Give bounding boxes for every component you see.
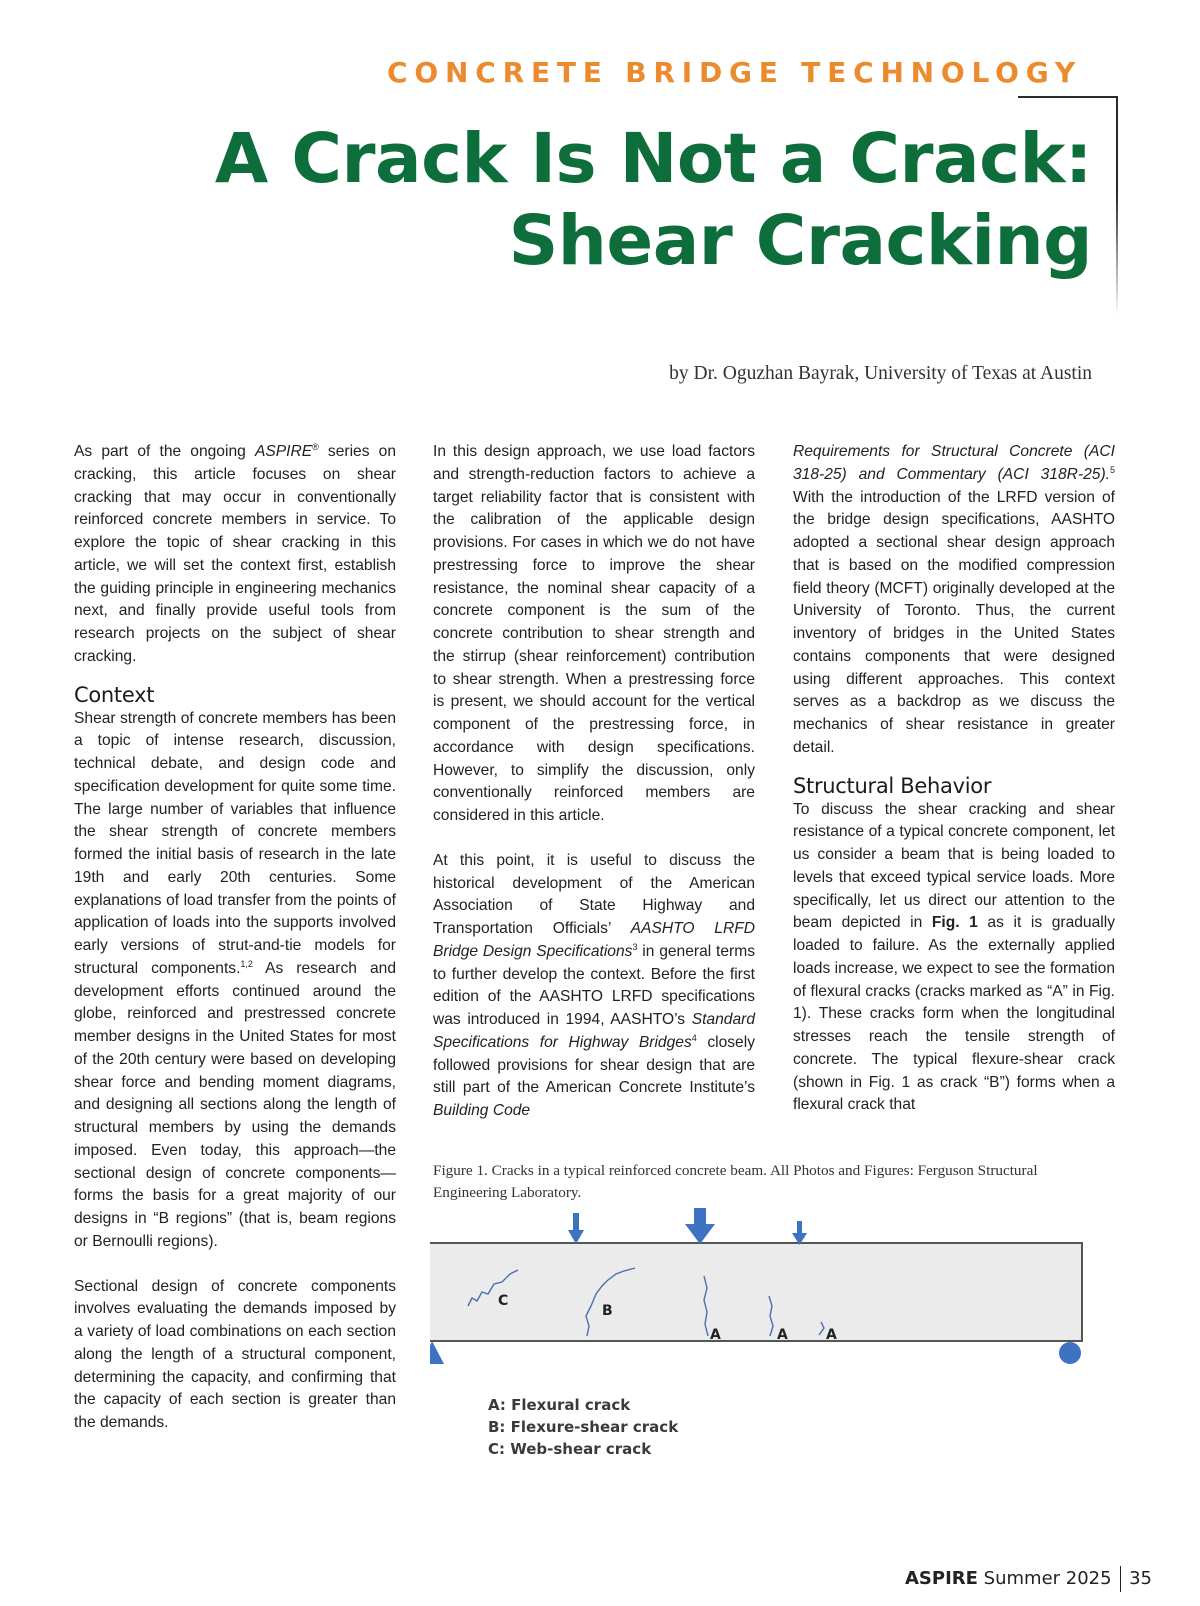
crack-legend [488,1394,678,1460]
pin-support-icon [430,1341,444,1364]
load-arrow-right [792,1221,807,1245]
intro-paragraph: As part of the ongoing ASPIRE® series on cracking, this article focuses on shear cracking that may occur in conventionally reinforced concrete members in service. To explore the topic of shear cracking in this article, we will set the context first, establish the guiding principle in engineering mechanics next, and finally provide useful tools from research projects on the subject of shear cracking. [74,441,396,665]
page-number: 35 [1129,1568,1152,1589]
heading-context: Context [74,682,155,707]
design-approach-paragraph: In this design approach, we use load factors and strength-reduction factors to achieve a target reliability factor that is consistent with the calibration of the applicable design provisions. For cases in which we do not have prestressing force to improve the shear resistance, the nominal shear capacity of a concrete component is the sum of the concrete contribution to shear strength and the stirrup (shear reinforcement) contribution to shear strength. When a prestressing force is present, we should account for the vertical component of the prestressing force, in accordance with design specifications. However, to simplify the discussion, only conventionally reinforced members are considered in this article. [433,443,755,824]
history-paragraph: At this point, it is useful to discuss the historical development of the American Association of State Highway and Transportation Officials’ AASHTO LRFD Bridge Design Specifications$^3$ in general terms to further develop the context. Before the first edition of the AASHTO LRFD specifications was introduced in 1994, AASHTO’s Standard Specifications for Highway Bridges$^4$ closely followed provisions for shear design that are still part of the American Concrete Institute’s Building Code [433,851,755,1119]
crack-label-a1: A [710,1327,721,1343]
section-kicker: CONCRETE BRIDGE TECHNOLOGY [387,56,1082,89]
legend-flexure-shear: B: Flexure-shear crack [488,1418,679,1436]
figure-caption: Figure 1. Cracks in a typical reinforced concrete beam. All Photos and Figures: Ferguson Structural Engineering Laboratory. [433,1162,1038,1201]
aashto-lrfd-italic: AASHTO LRFD Bridge Design Specifications [433,920,755,960]
corner-rule-top [1018,96,1118,98]
corner-rule-side [1116,96,1118,316]
crack-label-a2: A [777,1327,788,1343]
load-arrow-center [685,1208,715,1244]
figure-1-beam [430,1208,1130,1488]
crack-label-c: C [498,1293,509,1309]
load-arrow-left [568,1213,584,1244]
heading-structural-behavior: Structural Behavior [793,773,992,798]
column-1 [74,441,396,1435]
context-paragraph: Shear strength of concrete members has been a topic of intense research, discussion, technical debate, and design code and specification development for quite some time. The large number of variables that influence the shear strength of concrete members formed the initial basis of research in the late 19th and early 20th centuries. Some explanations of load transfer from the points of application of loads into the supports involved early versions of strut-and-tie models for structural components.$^{1,2}$ As research and development efforts continued around the globe, reinforced and prestressed concrete member designs in the United States for most of the 20th century were based on developing shear force and bending moment diagrams, and designing all sections along the length of structural members by using the demands imposed. Even today, this approach—the sectional design of concrete components—forms the basis for a great majority of our designs in “B regions” (that is, beam regions or Bernoulli regions). [74,709,396,1250]
page-footer [905,1566,1152,1592]
column-2 [433,441,755,1123]
fig1-reference: Fig. 1 [931,914,978,932]
legend-web-shear: C: Web-shear crack [488,1440,652,1458]
structural-behavior-paragraph: To discuss the shear cracking and shear resistance of a typical concrete component, let us consider a beam that is being loaded to levels that exceed typical service loads. More specifically, let us direct our attention to the beam depicted in Fig. 1 as it is gradually loaded to failure. As the externally applied loads increase, we expect to see the formation of flexural cracks (cracks marked as “A” in Fig. 1). These cracks form when the longitudinal stresses reach the tensile strength of concrete. The typical flexure-shear crack (shown in Fig. 1 as crack “B”) forms when a flexural crack that [793,800,1115,1114]
column-3 [793,441,1115,1117]
legend-flexural: A: Flexural crack [488,1396,631,1414]
sectional-design-paragraph: Sectional design of concrete components involves evaluating the demands imposed by a variety of load combinations on each section along the length of a structural component, determining the capacity, and confirming that the capacity of each section is greater than the demands. [74,1277,396,1431]
article-title [215,118,1092,282]
reference-superscript: 1,2 [240,958,253,969]
crack-label-b: B [602,1303,613,1319]
title-line-2: Shear Cracking [508,201,1092,281]
footer-brand: ASPIRE [905,1568,978,1589]
roller-support-icon [1059,1342,1081,1364]
standard-specs-italic: Standard Specifications for Highway Bridges [433,1011,755,1051]
footer-divider [1120,1566,1122,1592]
aspire-italic: ASPIRE [254,443,313,460]
load-arrows [568,1208,807,1245]
crack-label-a3: A [826,1327,837,1343]
building-code-italic: Building Code [433,1102,531,1119]
beam-body [430,1243,1082,1341]
footer-issue: Summer 2025 [977,1568,1112,1589]
byline: by Dr. Oguzhan Bayrak, University of Texas at Austin [669,363,1092,384]
title-line-1: A Crack Is Not a Crack: [214,119,1092,199]
aci-paragraph: Requirements for Structural Concrete (ACI 318-25) and Commentary (ACI 318R-25).$^5$ With the introduction of the LRFD version of the bridge design specifications, AASHTO adopted a sectional shear design approach that is based on the modified compression field theory (MCFT) originally developed at the University of Toronto. Thus, the current inventory of bridges in the United States contains components that were designed using different approaches. This context serves as a backdrop as we discuss the mechanics of shear resistance in greater detail. [793,443,1115,756]
